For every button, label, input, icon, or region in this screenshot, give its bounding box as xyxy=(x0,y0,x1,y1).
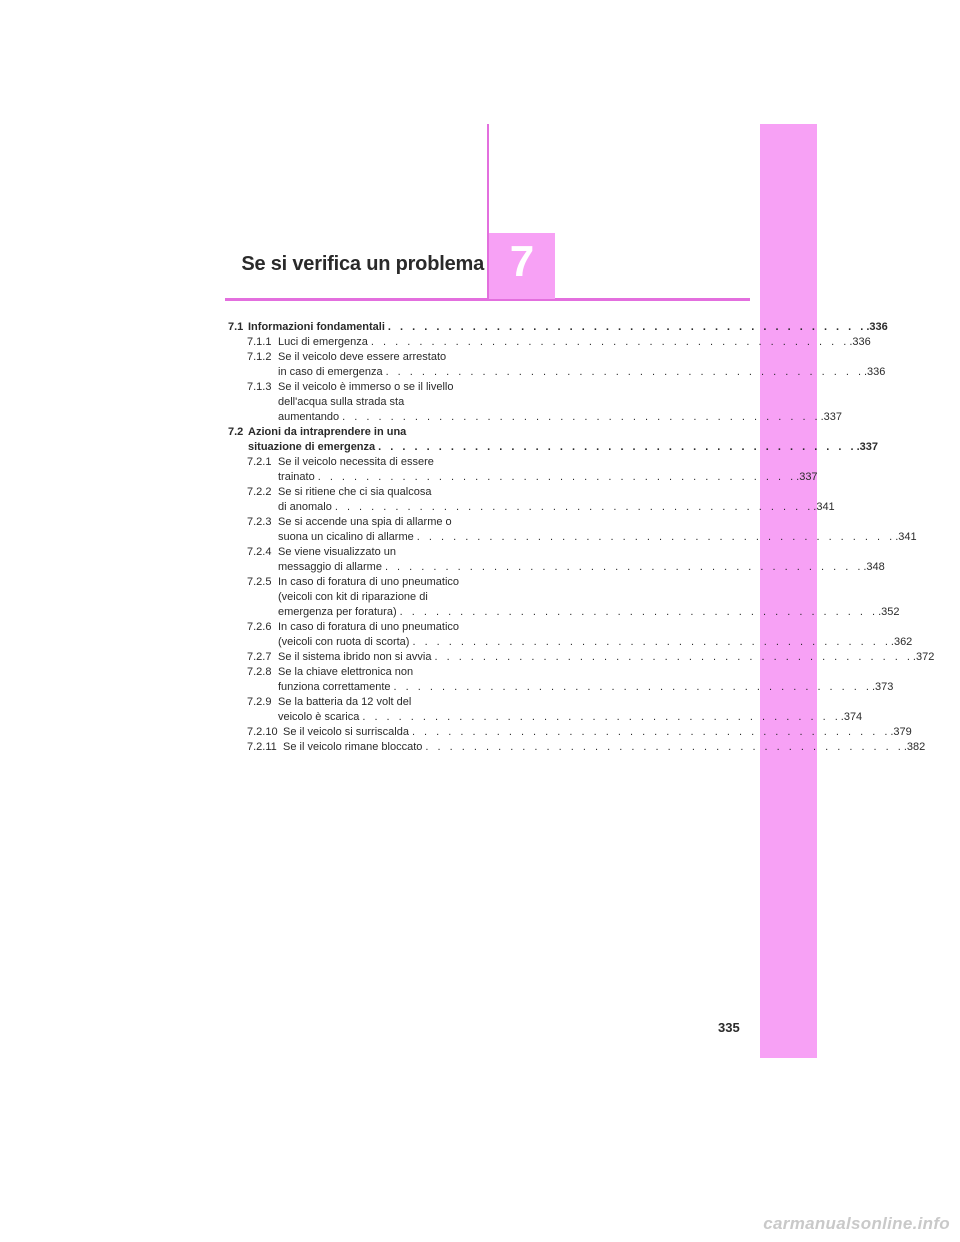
toc-entry-number: 7.2.7 xyxy=(247,651,272,663)
toc-entry[interactable] xyxy=(228,695,863,725)
toc-leader-dots xyxy=(391,680,872,695)
toc-entry-page: .336 xyxy=(864,366,886,378)
toc-entry-title: Azioni da intraprendere in una xyxy=(248,426,407,438)
toc-entry-title: Se il veicolo è immerso o se il livello xyxy=(278,381,454,393)
toc-entry-title: di anomalo xyxy=(278,501,332,513)
toc-entry-number: 7.2.1 xyxy=(247,456,272,468)
toc-entry-title: veicolo è scarica xyxy=(278,711,360,723)
toc-entry-title: Se viene visualizzato un xyxy=(278,546,397,558)
toc-entry-title: Se il sistema ibrido non si avvia xyxy=(278,651,432,663)
toc-entry-title: messaggio di allarme xyxy=(278,561,382,573)
toc-entry[interactable] xyxy=(228,350,886,380)
toc-entry-number: 7.2.3 xyxy=(247,516,272,528)
toc-entry[interactable] xyxy=(228,425,879,455)
toc-entry-title: Se il veicolo si surriscalda xyxy=(283,726,409,738)
toc-entry-number: 7.2.4 xyxy=(247,546,272,558)
chapter-number-box xyxy=(489,233,555,299)
toc-entry-number: 7.1 xyxy=(228,321,244,333)
toc-entry-title: suona un cicalino di allarme xyxy=(278,531,414,543)
toc-entry-page: .372 xyxy=(912,651,935,663)
toc-entry-number: 7.2.6 xyxy=(247,621,272,633)
toc-leader-dots xyxy=(414,530,895,545)
chapter-title: Se si verifica un problema xyxy=(241,253,484,275)
toc-leader-dots xyxy=(422,740,903,755)
toc-entry[interactable] xyxy=(228,380,843,425)
watermark: carmanualsonline.info xyxy=(763,1214,950,1233)
toc-entry-title: in caso di emergenza xyxy=(278,366,383,378)
toc-entry-title: Luci di emergenza xyxy=(278,336,368,348)
toc-entry-number: 7.2.5 xyxy=(247,576,272,588)
toc-entry-title: emergenza per foratura) xyxy=(278,606,397,618)
chapter-number: 7 xyxy=(509,237,535,286)
toc-entry-page: .374 xyxy=(840,711,863,723)
toc-entry-title: aumentando xyxy=(278,411,340,423)
toc-entry-number: 7.2.8 xyxy=(247,666,272,678)
toc-entry-number: 7.1.1 xyxy=(247,336,272,348)
toc-entry-title: Se il veicolo rimane bloccato xyxy=(283,741,423,753)
toc-entry[interactable] xyxy=(228,545,885,575)
page-number: 335 xyxy=(718,1020,740,1035)
toc-entry-title: In caso di foratura di uno pneumatico xyxy=(278,621,460,633)
toc-entry-number: 7.1.3 xyxy=(247,381,272,393)
chapter-side-tab xyxy=(760,124,817,1058)
toc-entry-number: 7.1.2 xyxy=(247,351,272,363)
toc-leader-dots xyxy=(397,605,878,620)
toc-leader-dots xyxy=(368,335,849,350)
toc-entry-title: funziona correttamente xyxy=(278,681,391,693)
toc-leader-dots xyxy=(431,650,912,665)
toc-entry-page: .341 xyxy=(813,501,835,513)
toc-entry-page: .362 xyxy=(890,636,913,648)
header-horizontal-rule xyxy=(225,298,750,301)
toc-entry[interactable] xyxy=(228,650,935,665)
toc-entry-title: Se la chiave elettronica non xyxy=(278,666,414,678)
table-of-contents xyxy=(228,320,935,755)
toc-leader-dots xyxy=(385,320,866,335)
toc-entry-number: 7.2.2 xyxy=(247,486,272,498)
toc-leader-dots xyxy=(315,470,796,485)
toc-entry-page: .348 xyxy=(863,561,885,573)
toc-entry-title: Informazioni fondamentali xyxy=(248,321,385,333)
toc-entry[interactable] xyxy=(228,665,894,695)
toc-entry[interactable] xyxy=(228,335,871,350)
toc-entry-title: In caso di foratura di uno pneumatico xyxy=(278,576,460,588)
toc-entry[interactable] xyxy=(228,455,818,485)
toc-entry-number: 7.2 xyxy=(228,426,244,438)
toc-entry-title: (veicoli con ruota di scorta) xyxy=(278,636,410,648)
toc-leader-dots xyxy=(359,710,840,725)
toc-entry-page: .336 xyxy=(849,336,871,348)
toc-entry-title: trainato xyxy=(278,471,315,483)
toc-entry-title: (veicoli con kit di riparazione di xyxy=(278,591,428,603)
toc-entry-title: Se il veicolo necessita di essere xyxy=(278,456,434,468)
toc-entry-title: situazione di emergenza xyxy=(248,441,376,453)
toc-entry[interactable] xyxy=(228,725,912,740)
toc-entry-title: Se la batteria da 12 volt del xyxy=(278,696,412,708)
toc-entry-title: dell'acqua sulla strada sta xyxy=(278,396,405,408)
toc-entry-title: Se si ritiene che ci sia qualcosa xyxy=(278,486,432,498)
toc-entry-title: Se il veicolo deve essere arrestato xyxy=(278,351,447,363)
toc-entry-page: .337 xyxy=(856,441,879,453)
toc-entry-page: .352 xyxy=(878,606,900,618)
toc-entry-page: .337 xyxy=(820,411,843,423)
toc-entry-page: .382 xyxy=(903,741,926,753)
toc-entry-page: .373 xyxy=(871,681,894,693)
toc-leader-dots xyxy=(332,500,813,515)
toc-entry-page: .341 xyxy=(895,531,917,543)
toc-leader-dots xyxy=(382,560,863,575)
toc-entry-page: .337 xyxy=(796,471,818,483)
toc-entry-page: .379 xyxy=(890,726,912,738)
toc-entry-page: .336 xyxy=(866,321,888,333)
toc-entry-number: 7.2.10 xyxy=(247,726,278,738)
toc-entry-number: 7.2.9 xyxy=(247,696,272,708)
toc-entry[interactable] xyxy=(228,740,926,755)
toc-entry[interactable] xyxy=(228,485,835,515)
toc-leader-dots xyxy=(409,635,890,650)
toc-leader-dots xyxy=(339,410,820,425)
toc-entry[interactable] xyxy=(228,320,888,335)
toc-leader-dots xyxy=(409,725,890,740)
toc-entry[interactable] xyxy=(228,515,917,545)
toc-entry-number: 7.2.11 xyxy=(247,741,277,753)
toc-entry[interactable] xyxy=(228,575,900,620)
toc-entry-title: Se si accende una spia di allarme o xyxy=(278,516,452,528)
toc-entry[interactable] xyxy=(228,620,913,650)
toc-leader-dots xyxy=(375,440,856,455)
toc-leader-dots xyxy=(383,365,864,380)
